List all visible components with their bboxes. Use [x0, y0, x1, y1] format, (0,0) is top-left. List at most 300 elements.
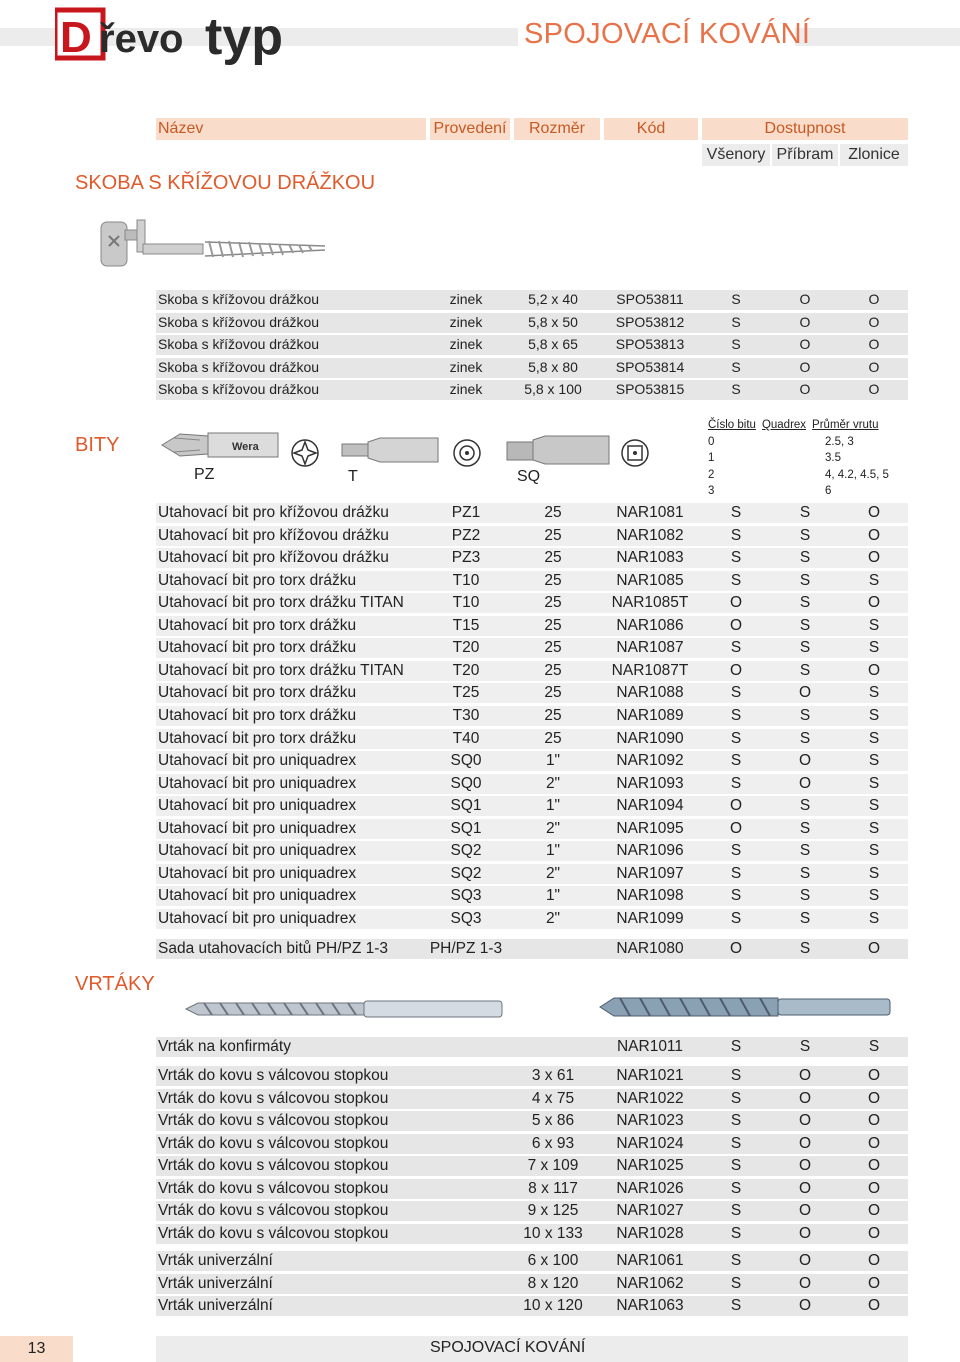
- cell-provedeni: SQ1: [450, 797, 482, 814]
- cell-kod: NAR1083: [616, 549, 684, 566]
- cell-zlonice: O: [868, 359, 880, 375]
- cell-provedeni: T20: [452, 662, 480, 679]
- cell-zlonice: O: [867, 1252, 881, 1269]
- cell-rozmer: 5,8 x 80: [528, 359, 578, 375]
- cell-provedeni: T15: [452, 617, 480, 634]
- cell-rozmer: 5 x 86: [531, 1112, 575, 1129]
- cell-kod: NAR1027: [616, 1202, 684, 1219]
- cell-pribram: O: [799, 314, 811, 330]
- cell-vsenory: S: [730, 1252, 742, 1269]
- cell-vsenory: S: [730, 1225, 742, 1242]
- cell-kod: NAR1026: [616, 1180, 684, 1197]
- cell-zlonice: S: [868, 865, 880, 882]
- torx-bit-image: [340, 434, 442, 471]
- top-bar-right: [795, 28, 960, 46]
- cell-vsenory: S: [730, 1180, 742, 1197]
- cell-product-name: Vrták do kovu s válcovou stopkou: [158, 1135, 389, 1152]
- cell-rozmer: 25: [544, 730, 562, 747]
- cell-vsenory: O: [729, 820, 743, 837]
- cell-zlonice: O: [867, 940, 881, 957]
- cell-zlonice: O: [867, 1297, 881, 1314]
- cell-provedeni: PZ3: [451, 549, 481, 566]
- cell-vsenory: S: [730, 527, 742, 544]
- table-row: [156, 1179, 908, 1199]
- table-row: [156, 1156, 908, 1176]
- cell-rozmer: 25: [544, 639, 562, 656]
- table-row: [156, 1251, 908, 1271]
- cell-provedeni: SQ0: [450, 752, 482, 769]
- cell-pribram: S: [799, 865, 811, 882]
- cell-pribram: S: [799, 940, 811, 957]
- cell-kod: NAR1099: [616, 910, 684, 927]
- cell-vsenory: S: [731, 381, 741, 397]
- cell-rozmer: 25: [544, 617, 562, 634]
- cell-vsenory: S: [730, 775, 742, 792]
- cell-product-name: Utahovací bit pro torx drážku TITAN: [158, 594, 404, 611]
- cell-product-name: Utahovací bit pro křížovou drážku: [158, 527, 389, 544]
- cell-provedeni: T25: [452, 684, 480, 701]
- table-row: [156, 1037, 908, 1057]
- cell-zlonice: S: [868, 684, 880, 701]
- cell-pribram: O: [798, 1180, 812, 1197]
- cell-kod: NAR1090: [616, 730, 684, 747]
- cell-vsenory: O: [729, 940, 743, 957]
- cell-kod: NAR1021: [616, 1067, 684, 1084]
- cell-rozmer: 8 x 120: [527, 1275, 579, 1292]
- table-row: [156, 886, 908, 906]
- cell-product-name: Utahovací bit pro uniquadrex: [158, 865, 357, 882]
- cell-product-name: Vrták do kovu s válcovou stopkou: [158, 1180, 389, 1197]
- cell-pribram: O: [798, 1225, 812, 1242]
- table-row: [156, 358, 908, 378]
- legend-header-quadrex: Quadrex: [761, 419, 807, 431]
- cell-rozmer: 1": [545, 842, 561, 859]
- cell-pribram: O: [798, 1135, 812, 1152]
- cell-rozmer: 25: [544, 684, 562, 701]
- cell-product-name: Vrták do kovu s válcovou stopkou: [158, 1067, 389, 1084]
- cell-pribram: S: [799, 662, 811, 679]
- table-row: [156, 593, 908, 613]
- cell-provedeni: zinek: [449, 381, 483, 397]
- cell-zlonice: S: [868, 639, 880, 656]
- cell-kod: SPO53815: [615, 381, 685, 397]
- cell-kod: NAR1082: [616, 527, 684, 544]
- cell-zlonice: O: [867, 1112, 881, 1129]
- konfirmat-drill-image: [184, 994, 506, 1029]
- footer-title: SPOJOVACÍ KOVÁNÍ: [430, 1339, 586, 1356]
- cell-vsenory: O: [729, 594, 743, 611]
- cell-vsenory: S: [730, 1157, 742, 1174]
- cell-provedeni: zinek: [449, 314, 483, 330]
- cell-vsenory: S: [730, 1090, 742, 1107]
- cell-vsenory: S: [730, 887, 742, 904]
- cell-kod: NAR1024: [616, 1135, 684, 1152]
- table-row: [156, 1201, 908, 1221]
- label-t: T: [348, 468, 358, 485]
- cell-product-name: Vrták na konfirmáty: [158, 1038, 291, 1055]
- cell-pribram: O: [798, 775, 812, 792]
- label-pz: PZ: [194, 466, 215, 483]
- cell-rozmer: 25: [544, 707, 562, 724]
- cell-vsenory: S: [730, 684, 742, 701]
- cell-kod: SPO53812: [615, 314, 685, 330]
- header-name: Název: [156, 118, 426, 140]
- cell-zlonice: O: [867, 549, 881, 566]
- table-row: [156, 751, 908, 771]
- cell-provedeni: T10: [452, 594, 480, 611]
- cell-kod: NAR1025: [616, 1157, 684, 1174]
- cell-product-name: Utahovací bit pro uniquadrex: [158, 887, 357, 904]
- cell-zlonice: S: [868, 910, 880, 927]
- cell-provedeni: SQ1: [450, 820, 482, 837]
- cell-pribram: O: [798, 684, 812, 701]
- legend-header-prumer: Průměr vrutu: [812, 419, 879, 431]
- cell-zlonice: S: [868, 775, 880, 792]
- cell-provedeni: SQ0: [450, 775, 482, 792]
- cell-rozmer: 8 x 117: [528, 1180, 578, 1197]
- cell-rozmer: 1": [545, 797, 561, 814]
- cell-product-name: Utahovací bit pro torx drážku: [158, 730, 357, 747]
- legend-diameter: 4, 4.2, 4.5, 5: [825, 468, 889, 481]
- cell-rozmer: 9 x 125: [527, 1202, 579, 1219]
- cell-pribram: S: [799, 527, 811, 544]
- table-row: [156, 864, 908, 884]
- cell-vsenory: O: [729, 617, 743, 634]
- cell-product-name: Utahovací bit pro torx drážku TITAN: [158, 662, 404, 679]
- cell-rozmer: 25: [544, 662, 562, 679]
- cell-product-name: Skoba s křížovou drážkou: [158, 336, 320, 352]
- cell-provedeni: zinek: [449, 336, 483, 352]
- table-row: [156, 706, 908, 726]
- legend-bit-number: 0: [708, 435, 715, 448]
- cell-pribram: O: [798, 1090, 812, 1107]
- cell-product-name: Utahovací bit pro uniquadrex: [158, 820, 357, 837]
- cell-rozmer: 25: [544, 527, 562, 544]
- cell-kod: NAR1097: [616, 865, 684, 882]
- cell-product-name: Skoba s křížovou drážkou: [158, 291, 320, 307]
- cell-zlonice: S: [868, 752, 880, 769]
- cell-pribram: S: [799, 639, 811, 656]
- cell-rozmer: 2": [545, 910, 561, 927]
- cell-pribram: S: [799, 707, 811, 724]
- cell-provedeni: T40: [452, 730, 480, 747]
- table-row: [156, 1066, 908, 1086]
- cell-product-name: Utahovací bit pro torx drážku: [158, 639, 357, 656]
- cell-rozmer: 5,8 x 50: [528, 314, 578, 330]
- cell-pribram: S: [799, 1038, 811, 1055]
- cell-product-name: Utahovací bit pro uniquadrex: [158, 797, 357, 814]
- cell-product-name: Vrták univerzální: [158, 1252, 273, 1269]
- header-zlonice: Zlonice: [840, 144, 908, 166]
- skoba-image: [95, 212, 335, 277]
- cell-pribram: O: [798, 1252, 812, 1269]
- cell-rozmer: 5,2 x 40: [528, 291, 578, 307]
- cell-zlonice: O: [867, 594, 881, 611]
- cell-kod: NAR1098: [616, 887, 684, 904]
- cell-kod: SPO53813: [615, 336, 685, 352]
- cell-pribram: S: [799, 504, 811, 521]
- cell-pribram: O: [798, 1275, 812, 1292]
- table-row: [156, 661, 908, 681]
- cell-rozmer: 4 x 75: [531, 1090, 575, 1107]
- cell-product-name: Utahovací bit pro torx drážku: [158, 572, 357, 589]
- cell-vsenory: S: [730, 752, 742, 769]
- cell-pribram: S: [799, 572, 811, 589]
- legend-diameter: 6: [825, 485, 832, 497]
- table-row: [156, 290, 908, 310]
- cell-zlonice: S: [868, 730, 880, 747]
- legend-header-cislo: Číslo bitu: [708, 419, 756, 431]
- cell-kod: SPO53811: [616, 291, 684, 307]
- cell-kod: NAR1022: [616, 1090, 684, 1107]
- cell-kod: NAR1093: [616, 775, 684, 792]
- cell-vsenory: S: [730, 1202, 742, 1219]
- label-sq: SQ: [517, 468, 541, 485]
- cell-vsenory: S: [730, 504, 742, 521]
- cell-kod: NAR1080: [616, 940, 684, 957]
- cell-provedeni: T10: [452, 572, 480, 589]
- cell-pribram: O: [798, 1157, 812, 1174]
- header-kod: Kód: [604, 118, 698, 140]
- cell-kod: NAR1081: [616, 504, 684, 521]
- svg-text:Wera: Wera: [232, 441, 259, 453]
- cell-zlonice: O: [867, 1157, 881, 1174]
- table-row: [156, 774, 908, 794]
- cell-rozmer: 5,8 x 65: [528, 336, 578, 352]
- cell-vsenory: S: [731, 336, 741, 352]
- cell-rozmer: 2": [545, 775, 561, 792]
- table-row: [156, 796, 908, 816]
- page-title: SPOJOVACÍ KOVÁNÍ: [524, 18, 811, 50]
- cell-provedeni: PZ1: [451, 504, 481, 521]
- cell-zlonice: O: [867, 1090, 881, 1107]
- cell-zlonice: S: [868, 887, 880, 904]
- cell-pribram: S: [799, 549, 811, 566]
- table-row: [156, 729, 908, 749]
- cell-vsenory: S: [730, 842, 742, 859]
- svg-text:řevo: řevo: [99, 17, 184, 61]
- cell-rozmer: 7 x 109: [527, 1157, 579, 1174]
- table-row: [156, 503, 908, 523]
- cell-provedeni: T20: [452, 639, 480, 656]
- cell-kod: NAR1089: [616, 707, 684, 724]
- header-dostupnost: Dostupnost: [702, 118, 908, 140]
- cell-kod: NAR1086: [616, 617, 684, 634]
- cell-vsenory: S: [730, 865, 742, 882]
- cell-product-name: Vrták do kovu s válcovou stopkou: [158, 1090, 389, 1107]
- cell-product-name: Vrták do kovu s válcovou stopkou: [158, 1112, 389, 1129]
- header-pribram: Příbram: [772, 144, 838, 166]
- cell-pribram: O: [799, 291, 811, 307]
- cell-zlonice: S: [868, 797, 880, 814]
- cell-pribram: S: [799, 617, 811, 634]
- cell-provedeni: PZ2: [451, 527, 481, 544]
- cell-kod: SPO53814: [615, 359, 685, 375]
- cell-product-name: Utahovací bit pro křížovou drážku: [158, 504, 389, 521]
- cell-pribram: S: [799, 887, 811, 904]
- svg-text:D: D: [60, 13, 92, 62]
- table-row: [156, 335, 908, 355]
- legend-diameter: 2.5, 3: [825, 435, 854, 448]
- cell-product-name: Vrták univerzální: [158, 1275, 273, 1292]
- cell-provedeni: zinek: [449, 291, 483, 307]
- cell-pribram: O: [798, 752, 812, 769]
- cell-rozmer: 2": [545, 865, 561, 882]
- cell-pribram: S: [799, 797, 811, 814]
- cell-rozmer: 10 x 133: [523, 1225, 583, 1242]
- legend-bit-number: 2: [708, 468, 715, 481]
- cell-provedeni: SQ3: [450, 910, 482, 927]
- cell-rozmer: 25: [544, 594, 562, 611]
- cell-vsenory: S: [730, 639, 742, 656]
- page-number: 13: [0, 1336, 73, 1362]
- cell-vsenory: S: [730, 1067, 742, 1084]
- legend-bit-number: 3: [708, 485, 715, 497]
- cell-pribram: O: [799, 336, 811, 352]
- cell-vsenory: S: [730, 1297, 742, 1314]
- section-bity: BITY: [75, 434, 120, 456]
- table-row: [156, 909, 908, 929]
- cell-pribram: O: [798, 1112, 812, 1129]
- table-row: [156, 313, 908, 333]
- svg-text:typ: typ: [205, 8, 283, 66]
- table-row: [156, 616, 908, 636]
- cell-product-name: Utahovací bit pro křížovou drážku: [158, 549, 389, 566]
- cell-zlonice: O: [867, 1067, 881, 1084]
- cell-product-name: Utahovací bit pro uniquadrex: [158, 842, 357, 859]
- header-rozmer: Rozměr: [514, 118, 600, 140]
- cell-pribram: S: [799, 910, 811, 927]
- table-row: [156, 819, 908, 839]
- cell-zlonice: O: [867, 527, 881, 544]
- cell-product-name: Utahovací bit pro torx drážku: [158, 707, 357, 724]
- cell-product-name: Vrták do kovu s válcovou stopkou: [158, 1157, 389, 1174]
- cell-rozmer: 10 x 120: [523, 1297, 583, 1314]
- cell-product-name: Utahovací bit pro torx drážku: [158, 684, 357, 701]
- cell-zlonice: O: [868, 381, 880, 397]
- table-row: [156, 548, 908, 568]
- table-row: [156, 841, 908, 861]
- header-provedeni: Provedení: [430, 118, 510, 140]
- cell-vsenory: S: [730, 1135, 742, 1152]
- table-row: [156, 1274, 908, 1294]
- sq-symbol-icon: [618, 436, 652, 475]
- cell-zlonice: O: [867, 1225, 881, 1242]
- pz-symbol-icon: [288, 436, 322, 475]
- cell-kod: NAR1094: [616, 797, 684, 814]
- cell-vsenory: S: [730, 572, 742, 589]
- cell-pribram: S: [799, 730, 811, 747]
- cell-provedeni: SQ2: [450, 865, 482, 882]
- cell-provedeni: PH/PZ 1-3: [429, 940, 503, 957]
- cell-zlonice: O: [868, 314, 880, 330]
- cell-rozmer: 2": [545, 820, 561, 837]
- cell-zlonice: O: [867, 1202, 881, 1219]
- brand-logo: [55, 4, 325, 78]
- legend-diameter: 3.5: [825, 452, 841, 464]
- cell-vsenory: S: [730, 549, 742, 566]
- cell-product-name: Vrták do kovu s válcovou stopkou: [158, 1225, 389, 1242]
- legend-row: [708, 450, 879, 467]
- cell-zlonice: S: [868, 572, 880, 589]
- cell-pribram: O: [799, 381, 811, 397]
- cell-rozmer: 3 x 61: [531, 1067, 575, 1084]
- cell-provedeni: zinek: [449, 359, 483, 375]
- cell-zlonice: O: [868, 336, 880, 352]
- cell-zlonice: S: [868, 820, 880, 837]
- cell-vsenory: S: [730, 1112, 742, 1129]
- cell-kod: NAR1061: [616, 1252, 684, 1269]
- cell-pribram: S: [799, 594, 811, 611]
- cell-kod: NAR1092: [616, 752, 684, 769]
- legend-row: [708, 434, 879, 451]
- legend-row: [708, 467, 889, 484]
- table-row: [156, 1224, 908, 1244]
- cell-kod: NAR1028: [616, 1225, 684, 1242]
- cell-zlonice: S: [868, 1038, 880, 1055]
- cell-zlonice: O: [867, 1275, 881, 1292]
- cell-zlonice: O: [868, 291, 880, 307]
- cell-provedeni: SQ3: [450, 887, 482, 904]
- cell-vsenory: O: [729, 662, 743, 679]
- table-row: [156, 683, 908, 703]
- cell-kod: NAR1063: [616, 1297, 684, 1314]
- cell-kod: NAR1096: [616, 842, 684, 859]
- cell-zlonice: O: [867, 504, 881, 521]
- cell-zlonice: S: [868, 707, 880, 724]
- cell-vsenory: S: [731, 359, 741, 375]
- cell-kod: NAR1087T: [611, 662, 689, 679]
- cell-vsenory: S: [730, 730, 742, 747]
- bit-size-legend: [708, 417, 889, 500]
- cell-product-name: Sada utahovacích bitů PH/PZ 1-3: [158, 940, 389, 957]
- pz-bit-image: [160, 428, 282, 467]
- legend-row: [708, 483, 879, 500]
- metal-drill-image: [598, 990, 894, 1029]
- cell-vsenory: S: [730, 1275, 742, 1292]
- legend-bit-number: 1: [708, 452, 715, 464]
- cell-zlonice: O: [867, 1180, 881, 1197]
- table-row: [156, 1296, 908, 1316]
- table-row: [156, 1089, 908, 1109]
- cell-vsenory: S: [730, 1038, 742, 1055]
- cell-rozmer: 6 x 100: [527, 1252, 579, 1269]
- cell-rozmer: 25: [544, 549, 562, 566]
- cell-product-name: Skoba s křížovou drážkou: [158, 381, 320, 397]
- cell-rozmer: 5,8 x 100: [524, 381, 582, 397]
- cell-zlonice: O: [867, 662, 881, 679]
- cell-pribram: O: [798, 1202, 812, 1219]
- cell-product-name: Utahovací bit pro uniquadrex: [158, 910, 357, 927]
- table-row: [156, 1134, 908, 1154]
- cell-pribram: O: [798, 1297, 812, 1314]
- table-row: [156, 526, 908, 546]
- cell-product-name: Utahovací bit pro uniquadrex: [158, 752, 357, 769]
- section-skoba: SKOBA S KŘÍŽOVOU DRÁŽKOU: [75, 172, 376, 194]
- cell-rozmer: 25: [544, 504, 562, 521]
- cell-rozmer: 1": [545, 887, 561, 904]
- table-row: [156, 380, 908, 400]
- cell-product-name: Utahovací bit pro uniquadrex: [158, 775, 357, 792]
- cell-kod: NAR1085T: [611, 594, 689, 611]
- cell-rozmer: 6 x 93: [531, 1135, 575, 1152]
- cell-provedeni: T30: [452, 707, 480, 724]
- cell-vsenory: S: [730, 910, 742, 927]
- cell-product-name: Vrták do kovu s válcovou stopkou: [158, 1202, 389, 1219]
- section-vrtaky: VRTÁKY: [75, 973, 155, 995]
- cell-pribram: O: [798, 1067, 812, 1084]
- cell-provedeni: SQ2: [450, 842, 482, 859]
